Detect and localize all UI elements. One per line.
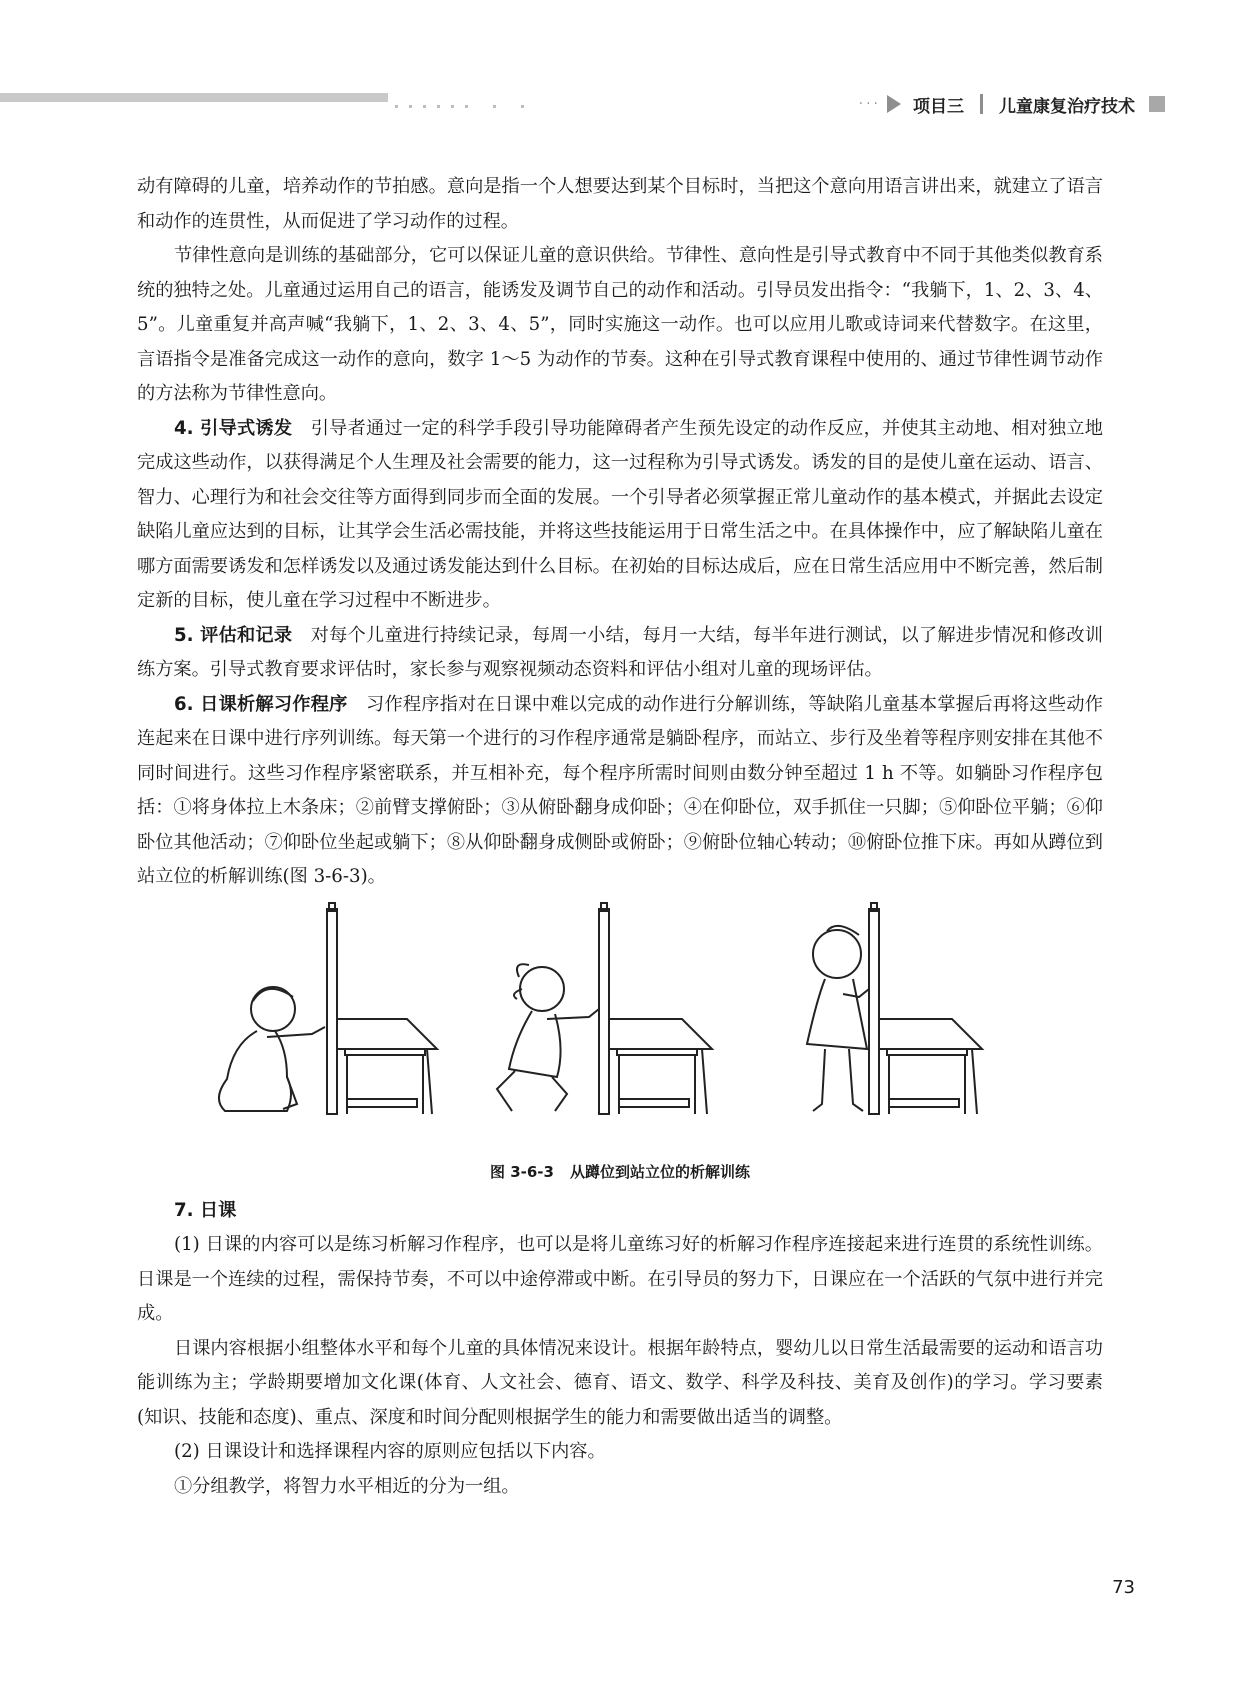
paragraph: (2) 日课设计和选择课程内容的原则应包括以下内容。: [174, 1441, 606, 1462]
chair-stand-panel: [807, 903, 982, 1114]
figure-caption: [137, 1161, 1103, 1182]
square-icon: [1149, 96, 1165, 112]
figure-label: 图 3-6-3: [489, 1162, 554, 1181]
header-bar: [0, 93, 388, 102]
page-content: [137, 170, 1103, 1504]
header-project: 项目三: [913, 96, 964, 117]
paragraph: 节律性意向是训练的基础部分，它可以保证儿童的意识供给。节律性、意向性是引导式教育中不同于其他类似教育系统的独特之处。儿童通过运用自己的语言，能诱发及调节自己的动作和活动。引导员发出指令：“我躺下，1、2、3、4、5”。儿童重复并高声喊“我躺下，1、2、3、4、5”，同时实施这一动作。也可以应用儿歌或诗词来代替数字。在这里，言语指令是准备完成这一动作的意向，数字 1～5 为动作的节奏。这种在引导式教育课程中使用的、通过节律性调节动作的方法称为节律性意向。: [137, 245, 1103, 404]
section-text: 引导者通过一定的科学手段引导功能障碍者产生预先设定的动作反应，并使其主动地、相对独立地完成这些动作，以获得满足个人生理及社会需要的能力，这一过程称为引导式诱发。诱发的目的是使儿童在运动、语言、智力、心理行为和社会交往等方面得到同步而全面的发展。一个引导者必须掌握正常儿童动作的基本模式，并据此去设定缺陷儿童应达到的目标，让其学会生活必需技能，并将这些技能运用于日常生活之中。在具体操作中，应了解缺陷儿童在哪方面需要诱发和怎样诱发以及通过诱发能达到什么目标。在初始的目标达成后，应在日常生活应用中不断完善，然后制定新的目标，使儿童在学习过程中不断进步。: [137, 417, 1103, 611]
section-heading: 7. 日课: [174, 1199, 237, 1221]
page-number: 73: [1112, 1577, 1135, 1598]
section-heading: 6. 日课析解习作程序: [174, 693, 348, 715]
section-heading: 4. 引导式诱发: [174, 417, 293, 439]
chair-half-rise-panel: [497, 903, 712, 1114]
running-header: [859, 92, 1165, 116]
header-separator: [980, 94, 983, 114]
paragraph: 动有障碍的儿童，培养动作的节拍感。意向是指一个人想要达到某个目标时，当把这个意向用语言讲出来，就建立了语言和动作的连贯性，从而促进了学习动作的过程。: [137, 176, 1103, 232]
header-small-dots: ···: [858, 96, 881, 112]
figure-3-6-3: [137, 899, 1103, 1194]
arrow-icon: [887, 95, 901, 113]
figure-caption-text: 从蹲位到站立位的析解训练: [569, 1162, 750, 1181]
squat-to-stand-illustration: [137, 899, 1103, 1159]
section-6: [137, 688, 1103, 895]
section-4: [137, 412, 1103, 619]
section-heading: 5. 评估和记录: [174, 624, 293, 646]
section-text: 习作程序指对在日课中难以完成的动作进行分解训练，等缺陷儿童基本掌握后再将这些动作连起来在日课中进行序列训练。每天第一个进行的习作程序通常是躺卧程序，而站立、步行及坐着等程序则安排在其他不同时间进行。这些习作程序紧密联系，并互相补充，每个程序所需时间则由数分钟至超过 1 h 不等。如躺卧习作程序包括：①将身体拉上木条床；②前臂支撑俯卧；③从俯卧翻身成仰卧；④在仰卧位，双手抓住一只脚；⑤仰卧位平躺；⑥仰卧位其他活动；⑦仰卧位坐起或躺下；⑧从仰卧翻身成侧卧或俯卧；⑨俯卧位轴心转动；⑩俯卧位推下床。再如从蹲位到站立位的析解训练(图 3-6-3)。: [137, 693, 1103, 887]
header-title: 儿童康复治疗技术: [999, 96, 1135, 117]
section-5: [137, 619, 1103, 688]
paragraph: 日课内容根据小组整体水平和每个儿童的具体情况来设计。根据年龄特点，婴幼儿以日常生活最需要的运动和语言功能训练为主；学龄期要增加文化课(体育、人文社会、德育、语文、数学、科学及科技、美育及创作)的学习。学习要素(知识、技能和态度)、重点、深度和时间分配则根据学生的能力和需要做出适当的调整。: [137, 1337, 1103, 1428]
paragraph: (1) 日课的内容可以是练习析解习作程序，也可以是将儿童练习好的析解习作程序连接起来进行连贯的系统性训练。日课是一个连续的过程，需保持节奏，不可以中途停滞或中断。在引导员的努力下，日课应在一个活跃的气氛中进行并完成。: [137, 1234, 1103, 1324]
section-7: [137, 1194, 1103, 1229]
header-dots: [395, 96, 535, 104]
chair-squat-panel: [219, 903, 437, 1114]
section-text: 对每个儿童进行持续记录，每周一小结，每月一大结，每半年进行测试，以了解进步情况和修改训练方案。引导式教育要求评估时，家长参与观察视频动态资料和评估小组对儿童的现场评估。: [137, 624, 1103, 680]
paragraph: ①分组教学，将智力水平相近的分为一组。: [174, 1475, 520, 1497]
